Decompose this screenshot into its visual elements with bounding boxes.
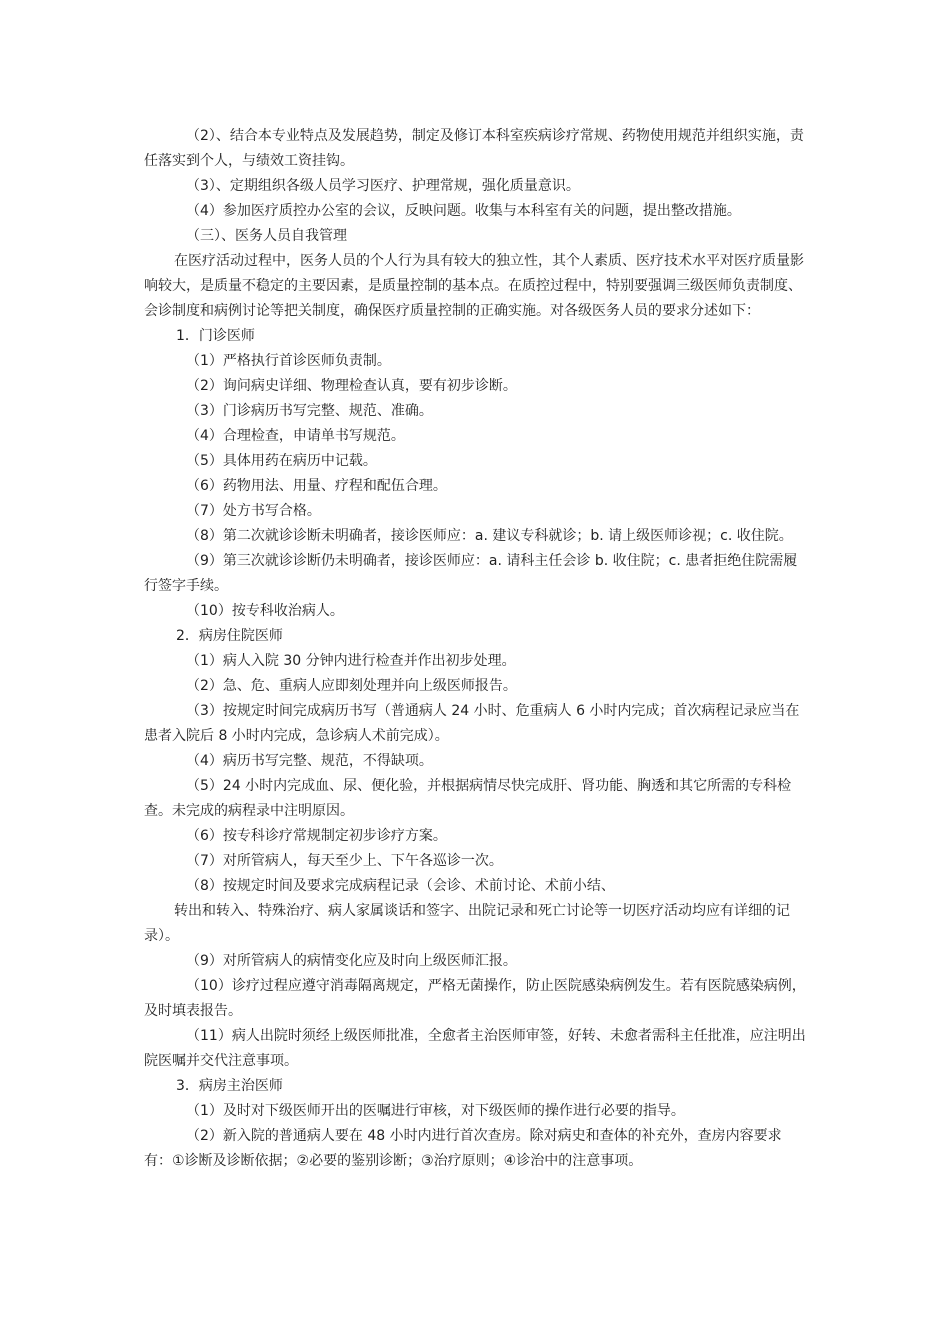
paragraph: （5）24 小时内完成血、尿、便化验，并根据病情尽快完成肝、肾功能、胸透和其它所需的专科检查。未完成的病程录中注明原因。: [144, 778, 792, 819]
paragraph: （10）诊疗过程应遵守消毒隔离规定，严格无菌操作，防止医院感染病例发生。若有医院感染病例，及时填表报告。: [144, 978, 806, 1019]
paragraph: （2）、结合本专业特点及发展趋势，制定及修订本科室疾病诊疗常规、药物使用规范并组织实施，责任落实到个人，与绩效工资挂钩。: [144, 128, 804, 169]
paragraph: 2．病房住院医师: [176, 628, 283, 644]
paragraph: （1）严格执行首诊医师负责制。: [186, 353, 391, 369]
paragraph: （3）、定期组织各级人员学习医疗、护理常规，强化质量意识。: [186, 178, 580, 194]
paragraph: （6）按专科诊疗常规制定初步诊疗方案。: [186, 828, 447, 844]
paragraph: （4）参加医疗质控办公室的会议，反映问题。收集与本科室有关的问题，提出整改措施。: [186, 203, 741, 219]
paragraph: （1）病人入院 30 分钟内进行检查并作出初步处理。: [186, 653, 516, 669]
paragraph: 3．病房主治医师: [176, 1078, 283, 1094]
document-body: [144, 124, 808, 1174]
paragraph: 1．门诊医师: [176, 328, 255, 344]
paragraph: （3）门诊病历书写完整、规范、准确。: [186, 403, 433, 419]
paragraph: 在医疗活动过程中，医务人员的个人行为具有较大的独立性，其个人素质、医疗技术水平对医疗质量影响较大，是质量不稳定的主要因素，是质量控制的基本点。在质控过程中，特别要强调三级医师负责制度、会诊制度和病例讨论等把关制度，确保医疗质量控制的正确实施。对各级医务人员的要求分述如下：: [144, 253, 804, 319]
paragraph: （2）急、危、重病人应即刻处理并向上级医师报告。: [186, 678, 517, 694]
paragraph: （11）病人出院时须经上级医师批准，全愈者主治医师审签，好转、未愈者需科主任批准，应注明出院医嘱并交代注意事项。: [144, 1028, 806, 1069]
paragraph: （2）新入院的普通病人要在 48 小时内进行首次查房。除对病史和查体的补充外，查房内容要求有：①诊断及诊断依据；②必要的鉴别诊断；③治疗原则；④诊治中的注意事项。: [144, 1128, 782, 1169]
paragraph: （10）按专科收治病人。: [186, 603, 344, 619]
paragraph: （1）及时对下级医师开出的医嘱进行审核，对下级医师的操作进行必要的指导。: [186, 1103, 685, 1119]
paragraph: （4）病历书写完整、规范，不得缺项。: [186, 753, 433, 769]
paragraph: （7）对所管病人，每天至少上、下午各巡诊一次。: [186, 853, 503, 869]
paragraph: （5）具体用药在病历中记载。: [186, 453, 377, 469]
paragraph: （8）按规定时间及要求完成病程记录（会诊、术前讨论、术前小结、: [186, 878, 615, 894]
paragraph: （三）、医务人员自我管理: [186, 228, 347, 244]
paragraph: （2）询问病史详细、物理检查认真，要有初步诊断。: [186, 378, 517, 394]
paragraph: （7）处方书写合格。: [186, 503, 321, 519]
paragraph: （9）对所管病人的病情变化应及时向上级医师汇报。: [186, 953, 517, 969]
paragraph: （8）第二次就诊诊断未明确者，接诊医师应：a. 建议专科就诊；b. 请上级医师诊视；c. 收住院。: [186, 528, 793, 544]
paragraph: 转出和转入、特殊治疗、病人家属谈话和签字、出院记录和死亡讨论等一切医疗活动均应有详细的记录）。: [144, 903, 790, 944]
paragraph: （9）第三次就诊诊断仍未明确者，接诊医师应：a. 请科主任会诊 b. 收住院；c. 患者拒绝住院需履行签字手续。: [144, 553, 798, 594]
paragraph: （3）按规定时间完成病历书写（普通病人 24 小时、危重病人 6 小时内完成；首次病程记录应当在患者入院后 8 小时内完成，急诊病人术前完成）。: [144, 703, 800, 744]
paragraph: （4）合理检查，申请单书写规范。: [186, 428, 405, 444]
paragraph: （6）药物用法、用量、疗程和配伍合理。: [186, 478, 447, 494]
